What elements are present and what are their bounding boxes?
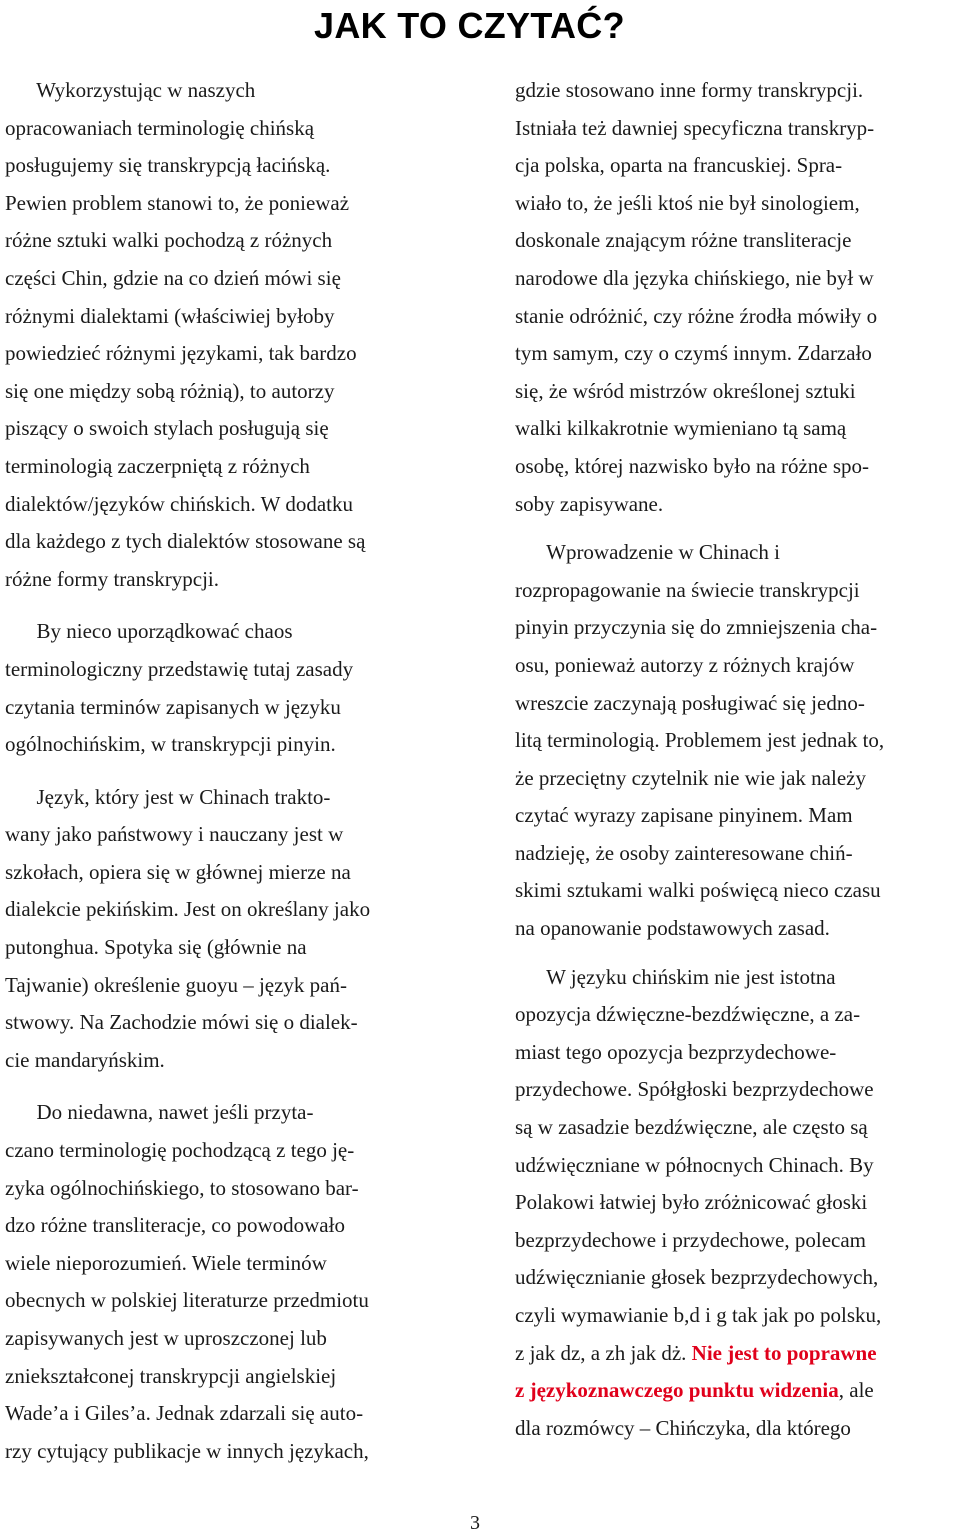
text-line: dla każdego z tych dialektów stosowane są	[5, 529, 366, 554]
text-line: dzo różne transliteracje, co powodowało	[5, 1213, 345, 1238]
page-title: JAK TO CZYTAĆ?	[314, 5, 625, 46]
page-number: 3	[470, 1512, 480, 1534]
text-line: opracowaniach terminologię chińską	[5, 115, 315, 140]
text-line: różne sztuki walki pochodzą z różnych	[5, 228, 333, 253]
highlighted-text: Nie jest to poprawne	[691, 1340, 877, 1365]
paragraph-first-line: Język, który jest w Chinach trakto-	[5, 784, 331, 809]
text-line: obecnych w polskiej literaturze przedmiotu	[5, 1288, 369, 1313]
text-line: Istniała też dawniej specyficzna transkryp-	[515, 115, 875, 140]
text-line: różne formy transkrypcji.	[5, 566, 220, 591]
paragraph-first-line: Wykorzystując w naszych	[5, 78, 256, 102]
highlighted-text: z językoznawczego punktu widzenia	[515, 1378, 839, 1403]
text-line: stanie odróżnić, czy różne źrodła mówiły o	[515, 303, 878, 328]
paragraph-first-line: Wprowadzenie w Chinach i	[515, 540, 780, 565]
text-line: cie mandaryńskim.	[5, 1047, 165, 1072]
text-line: zniekształconej transkrypcji angielskiej	[5, 1363, 337, 1388]
text-line: ogólnochińskim, w transkrypcji pinyin.	[5, 732, 336, 757]
text-line: że przeciętny czytelnik nie wie jak należy	[515, 765, 866, 790]
text-line: na opanowanie podstawowych zasad.	[515, 916, 830, 941]
text-line: litą terminologią. Problemem jest jednak to,	[515, 728, 885, 753]
text-line: rzy cytujący publikacje w innych językach,	[5, 1438, 369, 1463]
text-line: Tajwanie) określenie guoyu – język pań-	[5, 972, 347, 997]
text-line: rozpropagowanie na świecie transkrypcji	[515, 577, 860, 602]
text-line: czytania terminów zapisanych w języku	[5, 694, 341, 719]
text-line: dla rozmówcy – Chińczyka, dla którego	[515, 1415, 851, 1440]
text-line: dialektów/języków chińskich. W dodatku	[5, 491, 353, 516]
text-span: , ale	[838, 1378, 874, 1403]
text-line: cja polska, oparta na francuskiej. Spra-	[515, 153, 843, 178]
text-line: zyka ogólnochińskiego, to stosowano bar-	[5, 1175, 359, 1200]
paragraph-first-line: gdzie stosowano inne formy transkrypcji.	[515, 78, 864, 102]
text-line: dialekcie pekińskim. Jest on określany jako	[5, 897, 371, 922]
text-line: terminologią zaczerpniętą z różnych	[5, 453, 310, 478]
text-line: różnymi dialektami (właściwiej byłoby	[5, 303, 335, 328]
paragraph-first-line: By nieco uporządkować chaos	[5, 619, 293, 644]
text-line: posługujemy się transkrypcją łacińską.	[5, 153, 331, 178]
text-line: Pewien problem stanowi to, że ponieważ	[5, 190, 350, 215]
text-line: wiało to, że jeśli ktoś nie był sinologiem,	[515, 190, 860, 215]
paragraph-first-line: Do niedawna, nawet jeśli przyta-	[5, 1100, 314, 1125]
text-line: skimi sztukami walki poświęcą nieco czasu	[515, 878, 881, 903]
text-line: opozycja dźwięczne-bezdźwięczne, a za-	[515, 1002, 861, 1027]
text-line: piszący o swoich stylach posługują się	[5, 416, 329, 441]
text-line: osu, ponieważ autorzy z różnych krajów	[515, 652, 855, 677]
text-line: osobę, której nazwisko było na różne spo-	[515, 453, 869, 478]
text-line: wreszcie zaczynają posługiwać się jedno-	[515, 690, 865, 715]
text-line: Wade’a i Giles’a. Jednak zdarzali się auto-	[5, 1401, 364, 1426]
text-line: czytać wyrazy zapisane pinyinem. Mam	[515, 803, 853, 828]
text-line: się, że wśród mistrzów określonej sztuki	[515, 378, 856, 403]
text-line: miast tego opozycja bezprzydechowe-	[515, 1039, 837, 1064]
text-span: z jak dz, a zh jak dż.	[515, 1340, 692, 1365]
text-line: stwowy. Na Zachodzie mówi się o dialek-	[5, 1010, 358, 1035]
text-line: soby zapisywane.	[515, 491, 664, 516]
text-line: Polakowi łatwiej było zróżnicować głoski	[515, 1190, 868, 1215]
left-column	[5, 72, 450, 1470]
text-line: są w zasadzie bezdźwięczne, ale często są	[515, 1115, 868, 1140]
text-line: czyli wymawianie b,d i g tak jak po polsku,	[515, 1303, 882, 1327]
text-line: udźwięcznianie głosek bezprzydechowych,	[515, 1265, 879, 1290]
text-line: powiedzieć różnymi językami, tak bardzo	[5, 341, 357, 366]
text-line: wiele nieporozumień. Wiele terminów	[5, 1250, 327, 1275]
paragraph-first-line: W języku chińskim nie jest istotna	[515, 964, 836, 989]
text-line: zapisywanych jest w uproszczonej lub	[5, 1326, 327, 1350]
text-line: przydechowe. Spółgłoski bezprzydechowe	[515, 1077, 874, 1102]
text-line: terminologiczny przedstawię tutaj zasady	[5, 656, 354, 681]
text-line	[515, 1335, 960, 1373]
text-line: części Chin, gdzie na co dzień mówi się	[5, 265, 341, 290]
text-line: pinyin przyczynia się do zmniejszenia cha-	[515, 615, 878, 640]
text-line: wany jako państwowy i nauczany jest w	[5, 822, 344, 847]
text-line: czano terminologię pochodzącą z tego ję-	[5, 1138, 355, 1163]
text-line: walki kilkakrotnie wymieniano tą samą	[515, 416, 847, 441]
text-line: bezprzydechowe i przydechowe, polecam	[515, 1227, 866, 1252]
text-line: doskonale znającym różne transliteracje	[515, 228, 852, 253]
right-column	[515, 72, 960, 1447]
text-line: tym samym, czy o czymś innym. Zdarzało	[515, 341, 872, 366]
text-line: udźwięczniane w północnych Chinach. By	[515, 1152, 874, 1177]
text-line: nadzieję, że osoby zainteresowane chiń-	[515, 840, 853, 865]
text-line: się one między sobą różnią), to autorzy	[5, 378, 335, 403]
text-line: szkołach, opiera się w głównej mierze na	[5, 859, 351, 884]
text-line: putonghua. Spotyka się (głównie na	[5, 935, 307, 960]
text-line: narodowe dla języka chińskiego, nie był w	[515, 265, 874, 290]
text-line	[515, 1372, 960, 1410]
